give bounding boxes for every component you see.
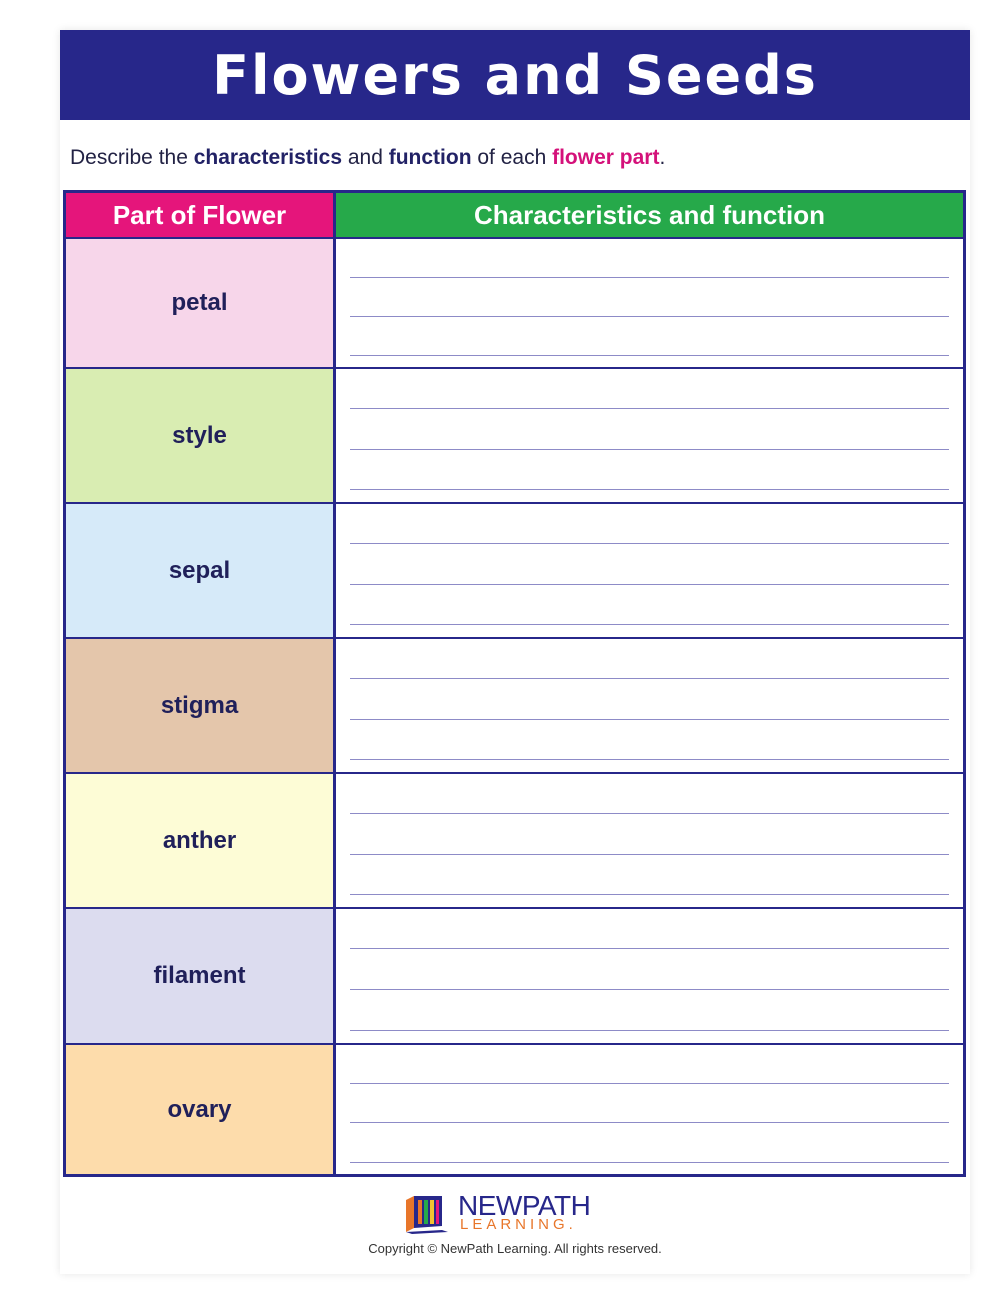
answer-area[interactable] xyxy=(336,909,963,1043)
writing-line xyxy=(350,584,949,585)
instructions-keyword-function: function xyxy=(388,146,472,169)
table-row xyxy=(66,637,963,772)
newpath-logo xyxy=(404,1192,604,1236)
flower-part-label: stigma xyxy=(66,639,336,772)
header-part-of-flower: Part of Flower xyxy=(66,193,336,237)
table-row xyxy=(66,502,963,637)
answer-area[interactable] xyxy=(336,504,963,637)
writing-line xyxy=(350,489,949,490)
table-row xyxy=(66,772,963,907)
table-row xyxy=(66,237,963,367)
title-banner xyxy=(60,30,970,120)
writing-line xyxy=(350,449,949,450)
writing-line xyxy=(350,316,949,317)
writing-line xyxy=(350,813,949,814)
flower-part-label: style xyxy=(66,369,336,502)
answer-area[interactable] xyxy=(336,639,963,772)
writing-line xyxy=(350,854,949,855)
logo-text-learning: LEARNING. xyxy=(460,1216,577,1233)
answer-area[interactable] xyxy=(336,239,963,367)
instructions-text-1: Describe the xyxy=(70,146,194,169)
table-row xyxy=(66,1043,963,1174)
flower-part-label: sepal xyxy=(66,504,336,637)
flower-part-label: filament xyxy=(66,909,336,1043)
table-header-row xyxy=(66,193,963,237)
writing-line xyxy=(350,1083,949,1084)
flower-part-label: petal xyxy=(66,239,336,367)
writing-line xyxy=(350,355,949,356)
instructions-keyword-flower-part: flower part xyxy=(552,146,660,169)
writing-line xyxy=(350,408,949,409)
flower-part-label: ovary xyxy=(66,1045,336,1174)
book-logo-icon xyxy=(404,1192,450,1234)
writing-line xyxy=(350,678,949,679)
writing-line xyxy=(350,1162,949,1163)
copyright-notice: Copyright © NewPath Learning. All rights reserved. xyxy=(368,1241,662,1256)
writing-line xyxy=(350,759,949,760)
table-row xyxy=(66,367,963,502)
writing-line xyxy=(350,719,949,720)
instructions-text-3: of each xyxy=(471,146,553,169)
writing-line xyxy=(350,948,949,949)
writing-line xyxy=(350,1030,949,1031)
instructions-keyword-characteristics: characteristics xyxy=(193,146,342,169)
writing-line xyxy=(350,277,949,278)
header-characteristics: Characteristics and function xyxy=(336,193,963,237)
instructions-text-2: and xyxy=(342,146,389,169)
answer-area[interactable] xyxy=(336,774,963,907)
answer-area[interactable] xyxy=(336,1045,963,1174)
instructions-text-4: . xyxy=(659,146,666,169)
instructions xyxy=(70,146,665,170)
flower-parts-table xyxy=(63,190,966,1177)
writing-line xyxy=(350,624,949,625)
page-title: Flowers and Seeds xyxy=(212,43,818,107)
writing-line xyxy=(350,989,949,990)
writing-line xyxy=(350,543,949,544)
writing-line xyxy=(350,1122,949,1123)
flower-part-label: anther xyxy=(66,774,336,907)
writing-line xyxy=(350,894,949,895)
logo-text-newpath: NEWPATH xyxy=(458,1190,591,1221)
answer-area[interactable] xyxy=(336,369,963,502)
table-row xyxy=(66,907,963,1043)
